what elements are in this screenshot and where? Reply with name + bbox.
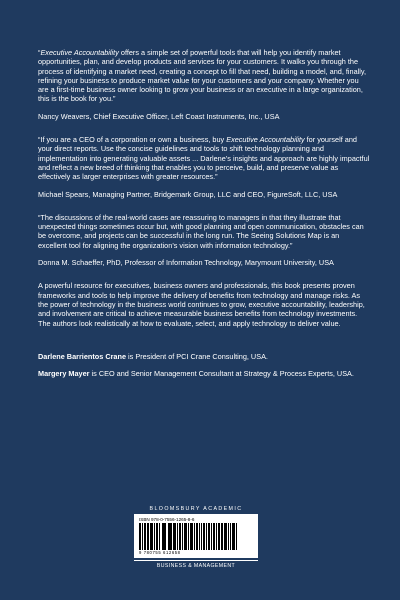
barcode-bar: [180, 523, 181, 550]
barcode-bar: [145, 523, 146, 550]
barcode-bar: [226, 523, 227, 550]
barcode-bar: [209, 523, 210, 550]
quote-text: “If you are a CEO of a corporation or own a business, buy: [38, 135, 227, 145]
publisher-imprint: BLOOMSBURY ACADEMIC: [149, 506, 243, 512]
barcode-bar: [177, 523, 178, 550]
endorsement-attribution-1: Nancy Weavers, Chief Executive Officer, Left Coast Instruments, Inc., USA: [38, 111, 280, 121]
barcode-bar: [206, 523, 207, 550]
book-description: A powerful resource for executives, business owners and professionals, this book presents proven frameworks and tools to help improve the delivery of benefits from technology and manage risks. As the power of technology in the business world continues to grow, executive accountability, leadership, and involvement are critical to achieve measurable business benefits from technology investments. The authors look realistically at how to evaluate, select, and apply technology to deliver value.: [38, 281, 365, 328]
author-bio-2: [38, 369, 370, 378]
author-name: Darlene Barrientos Crane: [38, 351, 127, 361]
endorsement-attribution-3: Donna M. Schaeffer, PhD, Professor of Information Technology, Marymount University, USA: [38, 258, 334, 268]
barcode-bar: [170, 523, 171, 550]
barcode-bar: [194, 523, 195, 550]
barcode-bar: [186, 523, 187, 550]
barcode-bar: [228, 523, 229, 550]
barcode-bar: [216, 523, 217, 550]
endorsement-quote-2: [38, 135, 370, 181]
barcode-bar: [211, 523, 212, 550]
endorsement-quote-3: [38, 213, 370, 250]
subject-category: BUSINESS & MANAGEMENT: [134, 560, 258, 569]
author-bio-text: is President of PCI Crane Consulting, USA.: [126, 351, 268, 361]
endorsement-attribution-2: Michael Spears, Managing Partner, Bridgemark Group, LLC and CEO, FigureSoft, LLC, USA: [38, 189, 338, 199]
barcode-bar: [182, 523, 183, 550]
barcode-bar: [236, 523, 237, 550]
back-cover-text: [38, 48, 370, 386]
barcode-bar: [164, 523, 166, 550]
barcode-bar: [222, 523, 223, 550]
barcode-bar: [199, 523, 200, 550]
quote-text: “The discussions of the real-world cases are reassuring to managers in that they illustrate that unexpected things sometimes occur but, with good planning and open communication, obstacles can be overcome, and projects can be successful in the long run. The Seeing Solutions Map is an excellent tool for aligning the organization’s vision with information technology.”: [38, 212, 364, 250]
barcode-bar: [159, 523, 160, 550]
author-bio-1: [38, 352, 370, 361]
barcode-bar: [157, 523, 158, 550]
barcode-bar: [151, 523, 152, 550]
barcode-bar: [233, 523, 235, 550]
barcode-bar: [192, 523, 193, 550]
endorsement-quote-1: [38, 48, 370, 104]
barcode-bar: [174, 523, 176, 550]
barcode-bar: [142, 523, 143, 550]
barcode-box: [134, 514, 258, 558]
isbn-label: ISBN 978-0-7556-1265-8-6: [139, 517, 195, 522]
barcode-bar: [214, 523, 215, 550]
barcode-bars: [139, 523, 253, 550]
quote-text: offers a simple set of powerful tools that will help you identify market opportunities, plan, and develop products and services for your customers. It walks you through the process of identifying a market need, creating a concept to fill that need, building a model, and, finally, refining your business to produce market value for your customers and your company. Whether you are a first-time business owner looking to grow your business or an executive in a large organization, this is the book for you.”: [38, 48, 367, 104]
barcode-bar: [147, 523, 149, 550]
barcode-digits: 9 780755 612658: [139, 550, 181, 555]
author-name: Margery Mayer: [38, 369, 90, 379]
quote-text: for yourself and your direct reports. Use the concise guidelines and tools to shift technology planning and implementation into generating valuable assets ... Darlene’s insights and approach are highly impactful and reflect a new breed of thinking that enables you to perceive, build, and preserve value as effectively as larger enterprises with greater resources.”: [38, 135, 370, 182]
barcode-bar: [197, 523, 198, 550]
barcode-bar: [169, 523, 170, 550]
barcode-block: [134, 506, 258, 569]
barcode-bar: [203, 523, 205, 550]
barcode-bar: [188, 523, 189, 550]
author-bio-text: is CEO and Senior Management Consultant at Strategy & Process Experts, USA.: [89, 369, 354, 379]
barcode-bar: [221, 523, 222, 550]
barcode-bar: [232, 523, 233, 550]
quote-text: “: [38, 48, 41, 57]
barcode-bar: [154, 523, 155, 550]
barcode-bar: [163, 523, 164, 550]
book-title-italic: Executive Accountability: [40, 48, 119, 57]
barcode-bar: [140, 523, 141, 550]
book-title-italic: Executive Accountability: [226, 135, 305, 145]
